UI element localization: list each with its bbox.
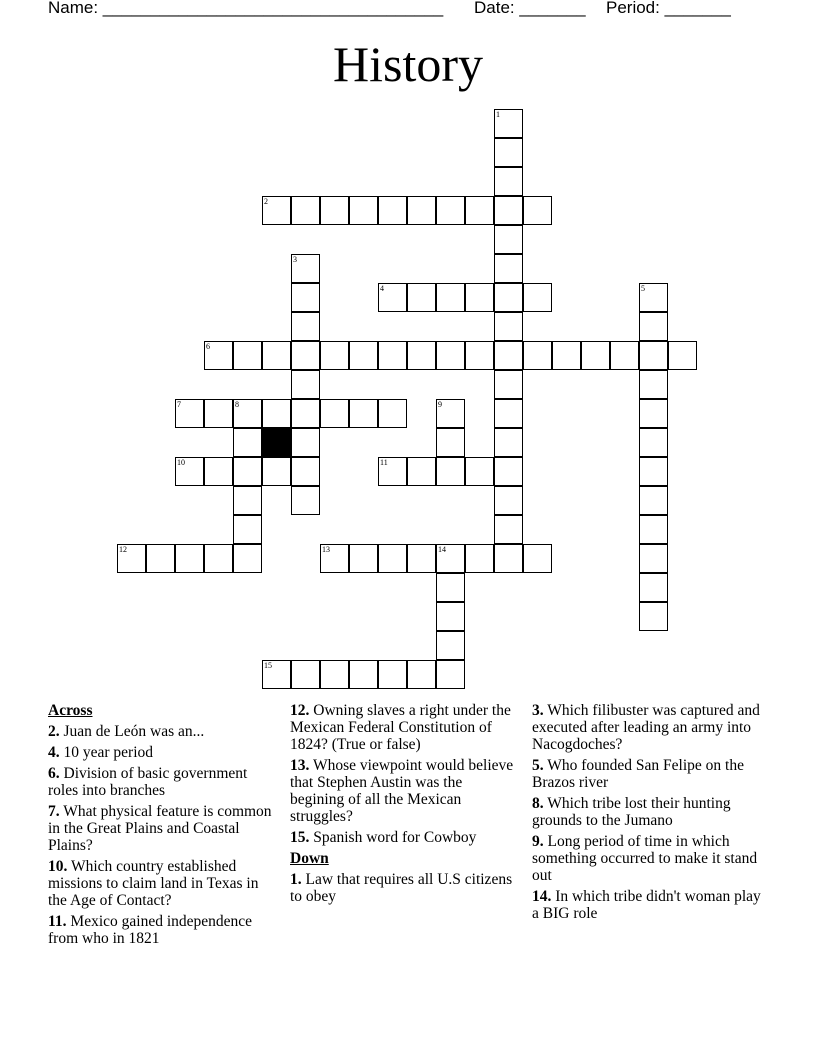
grid-cell[interactable]	[610, 341, 639, 370]
clue-across-11: 11. Mexico gained independence from who in 1821	[48, 913, 253, 947]
grid-cell[interactable]	[639, 544, 668, 573]
grid-cell[interactable]	[378, 283, 407, 312]
grid-cell[interactable]	[639, 341, 668, 370]
clue-number: 12	[119, 545, 127, 554]
grid-cell[interactable]	[639, 283, 668, 312]
grid-cell[interactable]	[407, 457, 436, 486]
grid-cell[interactable]	[204, 399, 233, 428]
grid-cell[interactable]	[407, 660, 436, 689]
grid-cell[interactable]	[320, 196, 349, 225]
grid-cell[interactable]	[494, 428, 523, 457]
clue-number: 6	[206, 342, 210, 351]
clue-across-7: 7. What physical feature is common in the Great Plains and Coastal Plains?	[48, 803, 272, 854]
grid-cell[interactable]	[494, 254, 523, 283]
grid-cell[interactable]	[175, 544, 204, 573]
grid-cell[interactable]	[378, 399, 407, 428]
grid-cell[interactable]	[494, 109, 523, 138]
grid-cell[interactable]	[320, 341, 349, 370]
date-field-label[interactable]: Date: _______	[474, 0, 586, 17]
grid-cell[interactable]	[320, 660, 349, 689]
clue-number: 13	[322, 545, 330, 554]
clue-number: 8	[235, 400, 239, 409]
grid-cell[interactable]	[581, 341, 610, 370]
grid-cell[interactable]	[436, 602, 465, 631]
grid-cell[interactable]	[639, 573, 668, 602]
grid-cell[interactable]	[639, 602, 668, 631]
grid-cell[interactable]	[436, 544, 465, 573]
grid-cell[interactable]	[407, 283, 436, 312]
clue-number: 14	[438, 545, 446, 554]
grid-cell[interactable]	[291, 312, 320, 341]
grid-cell[interactable]	[291, 457, 320, 486]
grid-cell[interactable]	[262, 399, 291, 428]
grid-cell[interactable]	[233, 544, 262, 573]
grid-cell[interactable]	[204, 457, 233, 486]
grid-cell[interactable]	[465, 341, 494, 370]
grid-cell[interactable]	[494, 399, 523, 428]
grid-cell[interactable]	[494, 138, 523, 167]
grid-cell[interactable]	[204, 341, 233, 370]
grid-cell[interactable]	[639, 428, 668, 457]
clue-across-2: 2. Juan de León was an...	[48, 723, 205, 740]
clue-number: 15	[264, 661, 272, 670]
grid-cell[interactable]	[436, 573, 465, 602]
grid-cell[interactable]	[320, 399, 349, 428]
across-heading: Across	[48, 702, 93, 719]
grid-cell[interactable]	[436, 660, 465, 689]
grid-cell[interactable]	[349, 399, 378, 428]
grid-cell[interactable]	[523, 196, 552, 225]
grid-cell[interactable]	[262, 341, 291, 370]
clues-column-2	[290, 702, 520, 909]
grid-cell[interactable]	[639, 370, 668, 399]
grid-cell[interactable]	[668, 341, 697, 370]
grid-cell[interactable]	[494, 283, 523, 312]
clue-down-1: 1. Law that requires all U.S citizens to obey	[290, 871, 513, 905]
grid-cell[interactable]	[436, 399, 465, 428]
clue-down-8: 8. Which tribe lost their hunting grounds to the Jumano	[532, 795, 731, 829]
grid-cell[interactable]	[204, 544, 233, 573]
clue-across-13: 13. Whose viewpoint would believe that Stephen Austin was the begining of all the Mexican struggles?	[290, 757, 514, 825]
grid-cell[interactable]	[407, 341, 436, 370]
grid-cell[interactable]	[494, 544, 523, 573]
grid-cell[interactable]	[523, 341, 552, 370]
grid-cell[interactable]	[407, 544, 436, 573]
grid-cell[interactable]	[291, 486, 320, 515]
grid-cell[interactable]	[291, 196, 320, 225]
grid-cell[interactable]	[349, 660, 378, 689]
grid-cell[interactable]	[233, 428, 262, 457]
grid-cell[interactable]	[494, 225, 523, 254]
grid-cell[interactable]	[175, 399, 204, 428]
grid-cell[interactable]	[465, 544, 494, 573]
grid-cell[interactable]	[262, 196, 291, 225]
grid-cell[interactable]	[494, 341, 523, 370]
grid-cell[interactable]	[494, 370, 523, 399]
grid-cell[interactable]	[639, 486, 668, 515]
grid-cell[interactable]	[465, 196, 494, 225]
clue-number: 5	[641, 284, 645, 293]
page-title: History	[333, 36, 483, 92]
grid-cell[interactable]	[262, 457, 291, 486]
grid-cell[interactable]	[523, 544, 552, 573]
grid-cell[interactable]	[407, 196, 436, 225]
grid-cell[interactable]	[494, 167, 523, 196]
grid-cell[interactable]	[291, 428, 320, 457]
grid-cell[interactable]	[639, 515, 668, 544]
grid-cell[interactable]	[146, 544, 175, 573]
clue-number: 4	[380, 284, 384, 293]
grid-cell[interactable]	[291, 370, 320, 399]
grid-cell[interactable]	[262, 660, 291, 689]
grid-cell[interactable]	[349, 544, 378, 573]
down-heading: Down	[290, 850, 329, 867]
black-cell	[262, 428, 291, 457]
clue-number: 10	[177, 458, 185, 467]
grid-cell[interactable]	[291, 341, 320, 370]
clue-number: 1	[496, 110, 500, 119]
clue-across-10: 10. Which country established missions to claim land in Texas in the Age of Contact?	[48, 858, 259, 909]
clue-across-4: 4. 10 year period	[48, 744, 154, 761]
clue-down-14: 14. In which tribe didn't woman play a BIG role	[532, 888, 761, 922]
clues-column-3	[532, 702, 764, 926]
clue-number: 9	[438, 400, 442, 409]
grid-cell[interactable]	[320, 544, 349, 573]
grid-cell[interactable]	[494, 312, 523, 341]
grid-cell[interactable]	[436, 457, 465, 486]
clue-number: 11	[380, 458, 388, 467]
grid-cell[interactable]	[233, 341, 262, 370]
grid-cell[interactable]	[436, 428, 465, 457]
grid-cell[interactable]	[378, 457, 407, 486]
grid-cell[interactable]	[436, 631, 465, 660]
grid-cell[interactable]	[494, 515, 523, 544]
clue-across-12: 12. Owning slaves a right under the Mexican Federal Constitution of 1824? (True or false)	[290, 702, 511, 753]
grid-cell[interactable]	[233, 515, 262, 544]
grid-cell[interactable]	[233, 457, 262, 486]
grid-cell[interactable]	[378, 544, 407, 573]
grid-cell[interactable]	[465, 283, 494, 312]
grid-cell[interactable]	[436, 196, 465, 225]
clue-across-6: 6. Division of basic government roles into branches	[48, 765, 248, 799]
grid-cell[interactable]	[639, 457, 668, 486]
grid-cell[interactable]	[465, 457, 494, 486]
grid-cell[interactable]	[117, 544, 146, 573]
grid-cell[interactable]	[639, 312, 668, 341]
grid-cell[interactable]	[494, 486, 523, 515]
grid-cell[interactable]	[233, 486, 262, 515]
grid-cell[interactable]	[291, 283, 320, 312]
grid-cell[interactable]	[494, 457, 523, 486]
clue-down-5: 5. Who founded San Felipe on the Brazos river	[532, 757, 744, 791]
grid-cell[interactable]	[436, 283, 465, 312]
grid-cell[interactable]	[378, 341, 407, 370]
grid-cell[interactable]	[494, 196, 523, 225]
grid-cell[interactable]	[233, 399, 262, 428]
grid-cell[interactable]	[378, 196, 407, 225]
name-field-label[interactable]: Name: ____________________________________	[48, 0, 444, 17]
grid-cell[interactable]	[378, 660, 407, 689]
grid-cell[interactable]	[639, 399, 668, 428]
clue-number: 7	[177, 400, 181, 409]
grid-cell[interactable]	[349, 341, 378, 370]
grid-cell[interactable]	[552, 341, 581, 370]
grid-cell[interactable]	[291, 399, 320, 428]
grid-cell[interactable]	[349, 196, 378, 225]
grid-cell[interactable]	[291, 254, 320, 283]
period-field-label[interactable]: Period: _______	[606, 0, 731, 17]
clues-column-1	[48, 702, 278, 951]
grid-cell[interactable]	[291, 660, 320, 689]
grid-cell[interactable]	[175, 457, 204, 486]
clue-down-3: 3. Which filibuster was captured and executed after leading an army into Nacogdoches?	[532, 702, 760, 753]
clue-down-9: 9. Long period of time in which something occurred to make it stand out	[532, 833, 758, 884]
clue-across-15: 15. Spanish word for Cowboy	[290, 829, 477, 846]
grid-cell[interactable]	[523, 283, 552, 312]
clue-number: 2	[264, 197, 268, 206]
clue-number: 3	[293, 255, 297, 264]
grid-cell[interactable]	[436, 341, 465, 370]
